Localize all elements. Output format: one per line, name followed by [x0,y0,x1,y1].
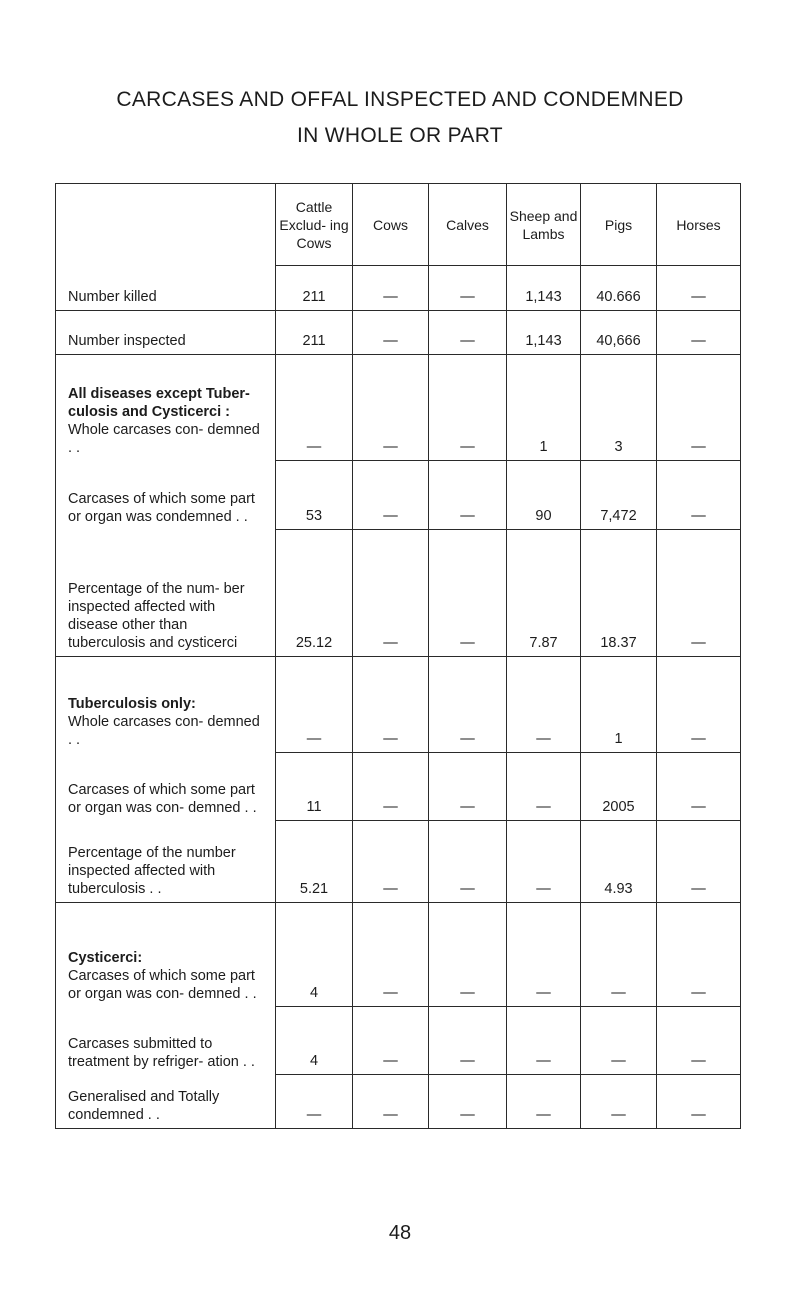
table-cell: — [353,753,429,821]
row-label: Carcases of which some part or organ was con- demned . . [68,967,257,1002]
table-row [56,266,741,311]
column-header: Cattle Exclud- ing Cows [276,184,353,266]
table-cell: — [276,355,353,461]
table-cell: 40,666 [581,311,657,355]
row-label: Whole carcases con- demned . . [68,713,260,748]
table-cell: 211 [276,266,353,311]
table-cell: — [353,355,429,461]
table-cell: — [507,1007,581,1075]
table-cell: — [353,266,429,311]
table-cell: 1 [507,355,581,461]
row-label: Number inspected [68,333,186,349]
table-cell: — [429,266,507,311]
table-cell: — [657,821,741,903]
row-label: Generalised and Totally condemned . . [68,1089,220,1123]
table-row [56,530,741,657]
table-cell: 7,472 [581,461,657,530]
table-cell: — [657,530,741,657]
table-cell: 25.12 [276,530,353,657]
header-row [56,184,741,266]
table-cell: 3 [581,355,657,461]
table-cell: — [657,1075,741,1129]
table-cell: — [353,530,429,657]
section-heading: Cysticerci: [68,949,143,966]
row-label: Number killed [68,289,157,305]
table-cell: — [429,311,507,355]
table-cell: — [657,311,741,355]
table-row [56,311,741,355]
table-row [56,753,741,821]
column-header: Pigs [581,184,657,266]
table-cell: 53 [276,461,353,530]
table-cell: — [353,1007,429,1075]
row-label: Whole carcases con- demned . . [68,421,260,456]
table-cell: — [581,1007,657,1075]
header-blank-cell [56,184,276,266]
table-cell: — [429,753,507,821]
row-label: Carcases of which some part or organ was condemned . . [68,490,255,525]
table-row [56,461,741,530]
table-row [56,355,741,461]
table-cell: — [657,657,741,753]
table-cell: — [429,657,507,753]
table-cell: — [429,461,507,530]
row-label: Percentage of the number inspected affected with tuberculosis . . [68,845,236,897]
table-row [56,1007,741,1075]
table-cell: — [353,461,429,530]
row-label: Carcases submitted to treatment by refriger- ation . . [68,1035,255,1070]
table-cell: 4 [276,903,353,1007]
table-cell: — [429,1075,507,1129]
table-cell: — [353,903,429,1007]
table-cell: — [581,903,657,1007]
page-title: CARCASES AND OFFAL INSPECTED AND CONDEMNED [116,88,684,111]
table-row [56,903,741,1007]
column-header: Sheep and Lambs [507,184,581,266]
table-cell: 1,143 [507,311,581,355]
table-row [56,821,741,903]
table-cell: — [353,821,429,903]
table-row [56,657,741,753]
table-cell: 211 [276,311,353,355]
table-cell: — [429,821,507,903]
row-label: Percentage of the num- ber inspected affected with disease other than tuberculosis and cysticerci [68,581,245,651]
section-heading: Tuberculosis only: [68,695,196,712]
inspection-table [55,183,741,1129]
table-cell: — [657,903,741,1007]
table-cell: — [353,311,429,355]
table-cell: — [276,1075,353,1129]
table-cell: — [657,355,741,461]
table-cell: 1,143 [507,266,581,311]
table-cell: 5.21 [276,821,353,903]
table-cell: 4.93 [581,821,657,903]
table-cell: — [581,1075,657,1129]
table-cell: 18.37 [581,530,657,657]
table-cell: — [657,753,741,821]
page-subtitle: IN WHOLE OR PART [297,124,503,147]
column-header: Cows [353,184,429,266]
table-cell: — [353,1075,429,1129]
table-row [56,1075,741,1129]
table-cell: — [276,657,353,753]
page-number: 48 [388,1222,412,1244]
table-cell: — [507,1075,581,1129]
section-heading: All diseases except Tuber- culosis and Cysticerci : [68,385,250,420]
table-cell: 7.87 [507,530,581,657]
table-cell: — [507,821,581,903]
row-label: Carcases of which some part or organ was con- demned . . [68,781,257,816]
column-header: Calves [429,184,507,266]
column-header: Horses [657,184,741,266]
table-cell: 2005 [581,753,657,821]
table-cell: — [657,1007,741,1075]
table-cell: — [507,753,581,821]
table-cell: — [353,657,429,753]
table-cell: 90 [507,461,581,530]
table-cell: 1 [581,657,657,753]
table-cell: — [429,355,507,461]
table-cell: — [507,657,581,753]
table-cell: — [657,266,741,311]
table-cell: 40.666 [581,266,657,311]
table-cell: 11 [276,753,353,821]
table-cell: — [429,530,507,657]
table-cell: — [507,903,581,1007]
table-cell: 4 [276,1007,353,1075]
table-cell: — [429,1007,507,1075]
table-cell: — [657,461,741,530]
table-cell: — [429,903,507,1007]
